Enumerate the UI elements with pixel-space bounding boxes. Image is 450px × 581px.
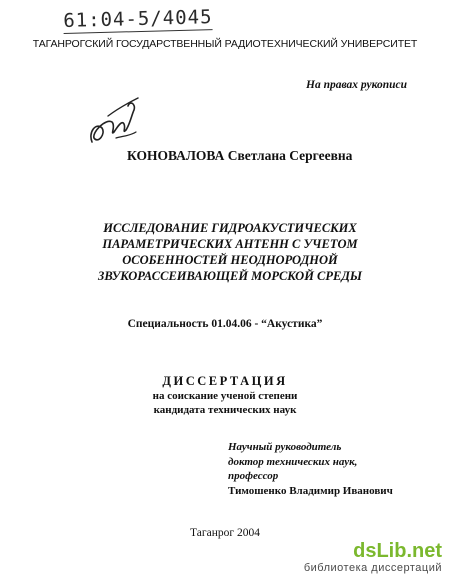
title-line: ЗВУКОРАССЕИВАЮЩЕЙ МОРСКОЙ СРЕДЫ — [97, 269, 363, 283]
archive-stamp: 61:04-5/4045 — [63, 6, 213, 32]
manuscript-note: На правах рукописи — [306, 79, 408, 91]
city-year: Таганрог 2004 — [190, 527, 260, 539]
supervisor-degree: доктор технических наук, — [228, 455, 358, 468]
supervisor-block — [228, 440, 393, 498]
degree-name: кандидата технических наук — [153, 404, 297, 416]
thesis-block — [0, 374, 450, 417]
thesis-word: ДИССЕРТАЦИЯ — [162, 374, 288, 388]
degree-purpose: на соискание ученой степени — [152, 390, 298, 402]
author-name: КОНОВАЛОВА Светлана Сергеевна — [127, 148, 353, 163]
university-name: ТАГАНРОГСКИЙ ГОСУДАРСТВЕННЫЙ РАДИОТЕХНИЧЕСКИЙ УНИВЕРСИТЕТ — [32, 38, 418, 50]
title-line: ОСОБЕННОСТЕЙ НЕОДНОРОДНОЙ — [122, 253, 338, 267]
dissertation-title — [40, 220, 420, 284]
supervisor-name: Тимошенко Владимир Иванович — [228, 484, 393, 497]
watermark-subtitle: библиотека диссертаций — [303, 562, 442, 574]
supervisor-role: Научный руководитель — [228, 441, 342, 453]
dslib-watermark — [304, 540, 442, 574]
watermark-brand: dsLib.net — [353, 540, 442, 562]
title-line: ПАРАМЕТРИЧЕСКИХ АНТЕНН С УЧЕТОМ — [102, 237, 358, 251]
title-line: ИССЛЕДОВАНИЕ ГИДРОАКУСТИЧЕСКИХ — [103, 221, 357, 235]
handwritten-signature — [86, 92, 146, 154]
specialty-line: Специальность 01.04.06 - “Акустика” — [127, 318, 323, 330]
supervisor-rank: профессор — [228, 470, 279, 482]
